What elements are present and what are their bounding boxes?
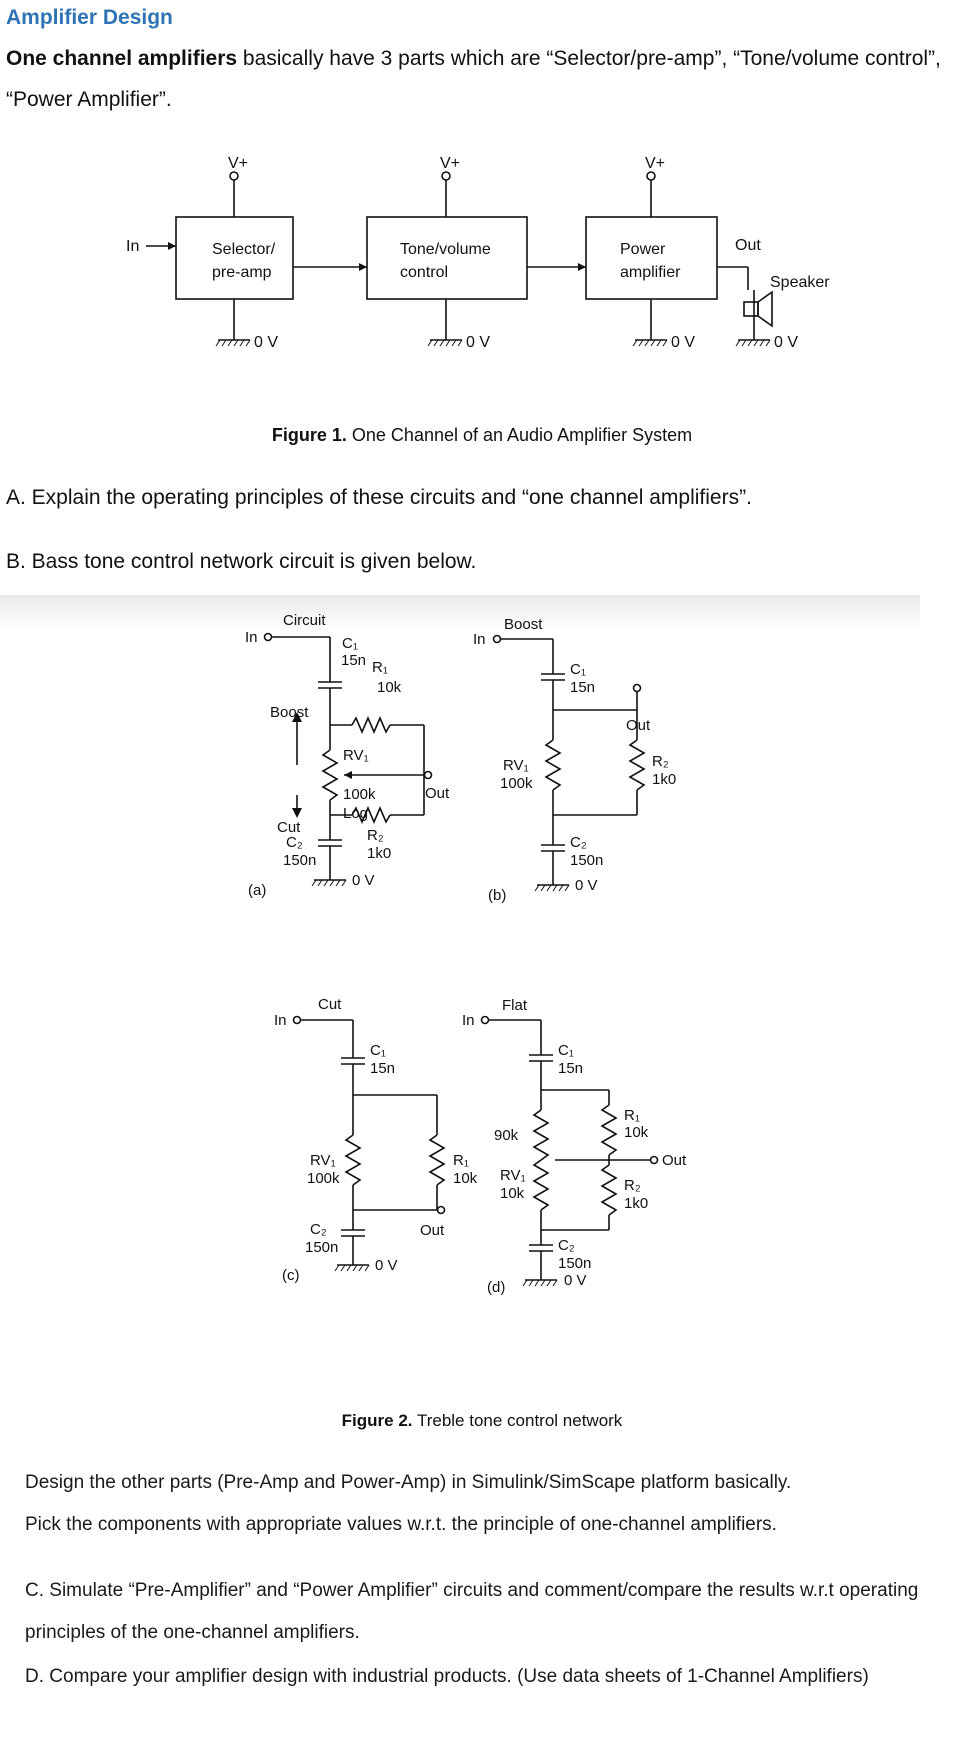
intro-paragraph [6,38,956,120]
c2-value: 150n [570,852,604,869]
out-label: Out [420,1222,445,1239]
figure-2-caption [0,1411,964,1431]
r1-label: R₁ [453,1152,469,1169]
circuit-d-label: (d) [487,1279,506,1296]
power-amplifier-block [586,217,717,299]
figure-2-caption-bold: Figure 2. [341,1411,413,1430]
circuit-d-title: Flat [502,997,528,1014]
r1-value: 10k [377,679,402,696]
c2-value: 150n [283,852,317,869]
rv1-value: 100k [307,1170,340,1187]
supply-label: V+ [228,155,249,172]
rv1-value: 100k [500,775,533,792]
c1-label: C₁ [558,1042,574,1059]
block1-label: Selector/ [212,241,276,258]
r2-label: R₂ [367,827,384,844]
c1-label: C₁ [370,1042,386,1059]
c1-value: 15n [341,652,367,669]
c2-label: C₂ [286,834,303,851]
question-b: B. Bass tone control network circuit is given below. [6,550,477,573]
intro-bold: One channel amplifiers [6,47,238,70]
block3-label: Power [620,241,666,258]
circuit-c-title: Cut [318,996,342,1013]
in-label: In [473,631,486,648]
figure-1-block-diagram [0,140,964,410]
in-label: In [274,1012,287,1029]
c1-value: 15n [370,1060,396,1077]
in-label: In [462,1012,475,1029]
rv1-value: 100k [343,786,376,803]
ground-label: 0 V [774,334,799,351]
r1-value: 10k [624,1124,649,1141]
ground-label: 0 V [254,334,279,351]
page-title: Amplifier Design [6,6,173,29]
r90-value: 90k [494,1127,519,1144]
out-label: Out [626,717,651,734]
speaker-label: Speaker [770,274,830,291]
c2-value: 150n [305,1239,339,1256]
c2-label: C₂ [558,1237,575,1254]
in-label: In [245,629,258,646]
c1-label: C₁ [570,661,586,678]
circuit-c-label: (c) [282,1267,300,1284]
tone-volume-block [367,217,527,299]
rv1-value: 10k [500,1185,525,1202]
r2-label: R₂ [652,753,669,770]
intro-text: basically have 3 parts which are “Selector/pre-amp”, “Tone/volume control”, “Power Amplifier”. [6,47,941,111]
r2-value: 1k0 [624,1195,649,1212]
r2-value: 1k0 [367,845,392,862]
rv1-label: RV₁ [503,757,529,774]
out-label: Out [662,1152,687,1169]
figure-2-caption-text: Treble tone control network [412,1411,623,1430]
question-a: A. Explain the operating principles of these circuits and “one channel amplifiers”. [6,486,752,509]
r1-value: 10k [453,1170,478,1187]
circuit-a-title: Circuit [283,612,326,629]
supply-label: V+ [440,155,461,172]
block2-label: Tone/volume [400,241,491,258]
c2-label: C₂ [570,834,587,851]
rv1-label: RV₁ [343,747,369,764]
circuit-b-title: Boost [504,616,543,633]
c1-value: 15n [570,679,596,696]
speaker-icon [744,302,758,316]
r1-label: R₁ [372,659,388,676]
block2-label: control [400,264,449,281]
out-label: Out [425,785,450,802]
figure-1-caption-text: One Channel of an Audio Amplifier System [346,425,693,445]
ground-label: 0 V [375,1257,398,1274]
c2-value: 150n [558,1255,592,1272]
block3-label: amplifier [620,264,681,281]
ground-label: 0 V [564,1272,587,1289]
figure-1-caption [0,425,964,446]
figure-2-tone-networks [0,600,964,1400]
ground-label: 0 V [575,877,598,894]
question-d: D. Compare your amplifier design with industrial products. (Use data sheets of 1-Channel Amplifiers) [25,1666,869,1687]
c1-label: C₁ [342,635,358,652]
boost-label: Boost [270,704,309,721]
r2-label: R₂ [624,1177,641,1194]
design-instruction-1: Design the other parts (Pre-Amp and Power-Amp) in Simulink/SimScape platform basically. [25,1472,792,1493]
ground-label: 0 V [352,872,375,889]
circuit-a-label: (a) [248,882,267,899]
r1-label: R₁ [624,1107,640,1124]
out-label: Out [735,237,761,254]
c1-value: 15n [558,1060,584,1077]
rv1-label: RV₁ [500,1167,526,1184]
input-label: In [126,238,140,255]
c2-label: C₂ [310,1221,327,1238]
selector-preamp-block [176,217,293,299]
circuit-b-label: (b) [488,887,507,904]
supply-label: V+ [645,155,666,172]
question-c: C. Simulate “Pre-Amplifier” and “Power Amplifier” circuits and comment/compare the results w.r.t operating principles of the one-channel amplifiers. [25,1580,919,1643]
r2-value: 1k0 [652,771,677,788]
rv1-label: RV₁ [310,1152,336,1169]
cut-label: Cut [277,819,301,836]
figure-1-caption-bold: Figure 1. [271,425,347,445]
design-instruction-2: Pick the components with appropriate values w.r.t. the principle of one-channel amplifiers. [25,1514,777,1535]
ground-label: 0 V [466,334,491,351]
rv1-taper: Log [343,805,369,822]
block1-label: pre-amp [212,264,272,281]
ground-label: 0 V [671,334,696,351]
